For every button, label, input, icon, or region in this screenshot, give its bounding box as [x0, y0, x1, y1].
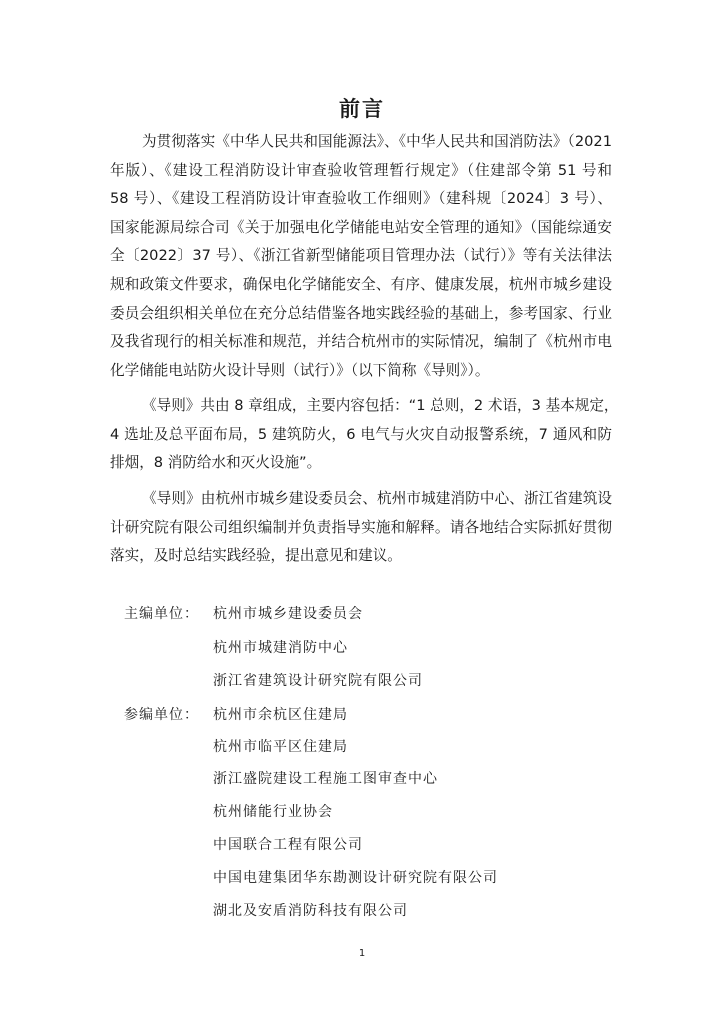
paragraph-line: 化学储能电站防火设计导则（试行）》（以下简称《导则》）。 [110, 361, 490, 379]
paragraph-line: 为贯彻落实《中华人民共和国能源法》、《中华人民共和国消防法》（2021 [142, 133, 612, 150]
paragraph-line: 计研究院有限公司组织编制并负责指导实施和解释。请各地结合实际抓好贯彻 [110, 518, 612, 536]
paragraph-line: 规和政策文件要求，确保电化学储能安全、有序、健康发展，杭州市城乡建设 [110, 275, 612, 293]
paragraph-line: 落实，及时总结实践经验，提出意见和建议。 [110, 547, 402, 565]
paragraph-line: 排烟，8 消防给水和灭火设施”。 [110, 454, 322, 472]
participating-label: 参编单位： [124, 707, 199, 723]
paragraph-line: 及我省现行的相关标准和规范，并结合杭州市的实际情况，编制了《杭州市电 [110, 333, 612, 351]
participating-unit: 杭州储能行业协会 [213, 804, 333, 820]
paragraph-line: 委员会组织相关单位在充分总结借鉴各地实践经验的基础上，参考国家、行业 [110, 304, 612, 322]
participating-unit: 杭州市临平区住建局 [213, 739, 348, 755]
paragraph-line: 全〔2022〕37 号）、《浙江省新型储能项目管理办法（试行）》等有关法律法 [110, 247, 612, 265]
participating-unit: 中国联合工程有限公司 [213, 837, 363, 853]
preface-paragraph-2 [110, 392, 619, 478]
chief-editor-unit: 杭州市城乡建设委员会 [213, 606, 363, 622]
chief-editor-unit: 杭州市城建消防中心 [213, 640, 348, 656]
participating-unit: 杭州市余杭区住建局 [213, 707, 348, 723]
paragraph-line: 国家能源局综合司《关于加强电化学储能电站安全管理的通知》（国能综通安 [110, 218, 612, 236]
paragraph-line: 58 号）、《建设工程消防设计审查验收工作细则》（建科规〔2024〕3 号）、 [110, 190, 612, 208]
participating-unit: 中国电建集团华东勘测设计研究院有限公司 [213, 870, 498, 886]
page-number: 1 [358, 948, 366, 959]
participating-unit: 浙江盛院建设工程施工图审查中心 [213, 771, 438, 787]
preface-paragraph-1 [110, 128, 612, 385]
chief-editor-unit: 浙江省建筑设计研究院有限公司 [213, 673, 423, 689]
paragraph-line: 4 选址及总平面布局，5 建筑防火，6 电气与火灾自动报警系统，7 通风和防 [110, 425, 612, 443]
page-title: 前言 [339, 97, 385, 121]
chief-editor-label: 主编单位： [124, 606, 199, 622]
preface-paragraph-3 [110, 485, 612, 571]
paragraph-line: 《导则》共由 8 章组成，主要内容包括：“1 总则，2 术语，3 基本规定， [142, 397, 619, 414]
participating-unit: 湖北及安盾消防科技有限公司 [213, 903, 408, 919]
paragraph-line: 《导则》由杭州市城乡建设委员会、杭州市城建消防中心、浙江省建筑设 [142, 490, 612, 507]
paragraph-line: 年版）、《建设工程消防设计审查验收管理暂行规定》（住建部令第 51 号和 [110, 161, 612, 179]
